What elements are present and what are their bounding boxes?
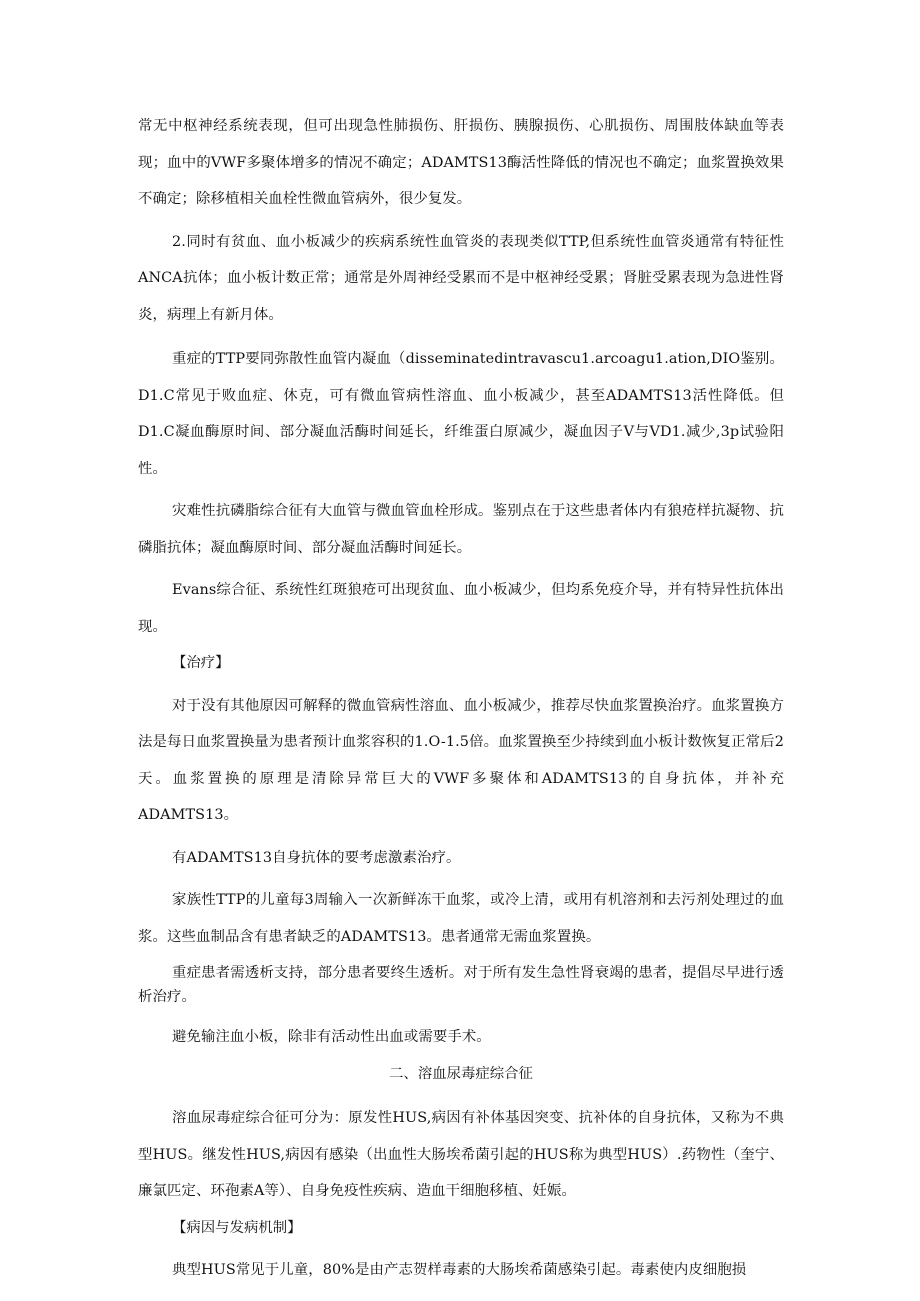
heading-etiology: 【病因与发病机制】: [172, 1219, 302, 1236]
paragraph-evans-sle: Evans综合征、系统性红斑狼疮可出现贫血、血小板减少，但均系免疫介导，并有特异性抗体出现。: [138, 582, 784, 635]
paragraph-avoid-platelets: 避免输注血小板，除非有活动性出血或需要手术。: [172, 1029, 491, 1045]
paragraph-antiphospholipid-syndrome: 灾难性抗磷脂综合征有大血管与微血管血栓形成。鉴别点在于这些患者体内有狼疮样抗凝物、抗磷脂抗体；凝血酶原时间、部分凝血活酶时间延长。: [138, 503, 784, 556]
section-title-hus: 二、溶血尿毒症综合征: [389, 1065, 533, 1082]
paragraph-plasma-exchange: 对于没有其他原因可解释的微血管病性溶血、血小板减少，推荐尽快血浆置换治疗。血浆置换方法是每日血浆置换量为患者预计血浆容积的1.O-1.5倍。血浆置换至少持续到血小板计数恢复正常后2天。血浆置换的原理是清除异常巨大的VWF多聚体和ADAMTS13的自身抗体，并补充ADAMTS13。: [138, 697, 784, 823]
paragraph-familial-ttp: 家族性TTP的儿童每3周输入一次新鲜冻干血浆，或冷上清，或用有机溶剂和去污剂处理过的血浆。这些血制品含有患者缺乏的ADAMTS13。患者通常无需血浆置换。: [138, 892, 784, 945]
paragraph-dialysis: 重症患者需透析支持，部分患者要终生透析。对于所有发生急性肾衰竭的患者，提倡尽早进行透析治疗。: [138, 965, 784, 1005]
paragraph-hus-classification: 溶血尿毒症综合征可分为：原发性HUS,病因有补体基因突变、抗补体的自身抗体，又称为不典型HUS。继发性HUS,病因有感染（出血性大肠埃希菌引起的HUS称为典型HUS）.药物性（奎宁、廉氯匹定、环孢素A等）、自身免疫性疾病、造血干细胞移植、妊娠。: [138, 1110, 784, 1199]
paragraph-typical-hus: 典型HUS常见于儿童，80%是由产志贺样毒素的大肠埃希菌感染引起。毒素使内皮细胞损: [172, 1262, 747, 1278]
heading-treatment: 【治疗】: [172, 655, 230, 671]
paragraph-dic-differential: 重症的TTP要同弥散性血管内凝血（disseminatedintravascu1.arcoagu1.ation,DIO鉴别。D1.C常见于败血症、休克，可有微血管病性溶血、血小板减少，甚至ADAMTS13活性降低。但D1.C凝血酶原时间、部分凝血活酶时间延长，纤维蛋白原减少，凝血因子V与VD1.减少,3p试验阳性。: [138, 351, 784, 477]
paragraph-systemic-vasculitis: 2.同时有贫血、血小板减少的疾病系统性血管炎的表现类似TTP,但系统性血管炎通常有特征性ANCA抗体；血小板计数正常；通常是外周神经受累而不是中枢神经受累；肾脏受累表现为急进性肾炎，病理上有新月体。: [138, 233, 784, 323]
document-body: [138, 108, 784, 1289]
paragraph-continuation-ttp-differential: 常无中枢神经系统表现，但可出现急性肺损伤、肝损伤、胰腺损伤、心肌损伤、周围肢体缺血等表现；血中的VWF多聚体增多的情况不确定；ADAMTS13酶活性降低的情况也不确定；血浆置换效果不确定；除移植相关血栓性微血管病外，很少复发。: [138, 118, 784, 207]
paragraph-steroid-therapy: 有ADAMTS13自身抗体的要考虑激素治疗。: [172, 849, 461, 866]
